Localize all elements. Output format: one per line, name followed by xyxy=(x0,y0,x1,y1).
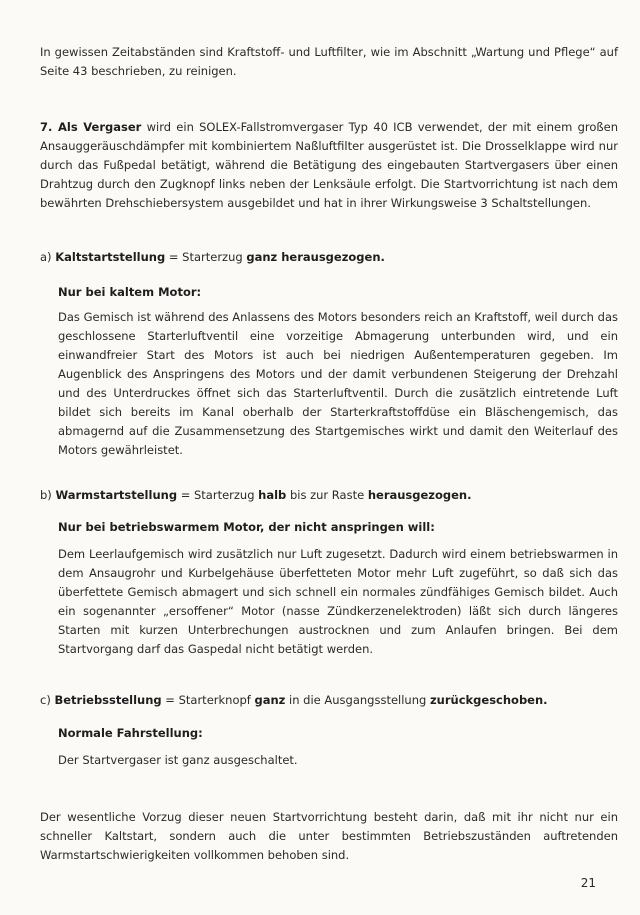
item-c-term: Betriebsstellung xyxy=(54,693,162,707)
section-7-paragraph xyxy=(40,118,618,213)
section-7-text: wird ein SOLEX-Fallstromvergaser Typ 40 ICB verwendet, der mit einem großen Ansauggeräuschdämpfer mit kombiniertem Naßluftfilter ausgerüstet ist. Die Drosselklappe wird nur durch das Fußpedal betätigt, während die Betätigung des eingebauten Startvergasers über einen Drahtzug durch den Zugknopf links neben der Lenksäule erfolgt. Die Startvorrichtung ist nach dem bewährten Drehschiebersystem ausgebildet und hat in ihrer Wirkungsweise 3 Schaltstellungen. xyxy=(40,120,618,210)
item-a-term: Kaltstartstellung xyxy=(55,250,166,264)
item-b-line: b) Warmstartstellung = Starterzug halb bis zur Raste herausgezogen. xyxy=(40,488,472,502)
section-7-heading: 7. Als Vergaser xyxy=(40,120,142,134)
item-a-subheading: Nur bei kaltem Motor: xyxy=(58,285,202,299)
item-c-line: c) Betriebsstellung = Starterknopf ganz in die Ausgangsstellung zurückgeschoben. xyxy=(40,693,548,707)
item-a-line: a) Kaltstartstellung = Starterzug ganz herausgezogen. xyxy=(40,250,385,264)
intro-paragraph: In gewissen Zeitabständen sind Kraftstoff- und Luftfilter, wie im Abschnitt „Wartung und Pflege“ auf Seite 43 beschrieben, zu reinigen. xyxy=(40,45,618,78)
page-number: 21 xyxy=(580,876,596,890)
closing-paragraph: Der wesentliche Vorzug dieser neuen Startvorrichtung besteht darin, daß mit ihr nicht nur ein schneller Kaltstart, sondern auch die unter bestimmten Betriebszuständen auftretenden Warmstartschwierigkeiten vollkommen behoben sind. xyxy=(40,810,618,862)
item-c-body: Der Startvergaser ist ganz ausgeschaltet. xyxy=(58,753,298,767)
item-a-body: Das Gemisch ist während des Anlassens des Motors besonders reich an Kraftstoff, weil durch das geschlossene Starterluftventil eine vorzeitige Abmagerung unterbunden wird, und ein einwandfreier Start des Motors ist auch bei niedrigen Außentemperaturen gegeben. Im Augenblick des Anspringens des Motors und der damit verbundenen Steigerung der Drehzahl und des Unterdruckes öffnet sich das Starterluftventil. Durch die zusätzlich eintretende Luft bildet sich bereits im Kanal oberhalb der Starterkraftstoffdüse ein Bläschengemisch, das abmagernd auf die Zusammensetzung des Startgemisches wirkt und damit den Weiterlauf des Motors gewährleistet. xyxy=(58,310,618,457)
item-c-subheading: Normale Fahrstellung: xyxy=(58,726,203,740)
item-b-body: Dem Leerlaufgemisch wird zusätzlich nur Luft zugesetzt. Dadurch wird einem betriebswarmen in dem Ansaugrohr und Kurbelgehäuse überfetteten Motor mehr Luft zugeführt, so daß sich das überfettete Gemisch abmagert und sich schnell ein normales zündfähiges Gemisch bildet. Auch ein sogenannter „ersoffener“ Motor (nasse Zündkerzenelektroden) läßt sich durch längeres Starten mit kurzen Unterbrechungen austrocknen und zum Anlaufen bringen. Bei dem Startvorgang darf das Gaspedal nicht betätigt werden. xyxy=(58,547,618,656)
item-b-term: Warmstartstellung xyxy=(55,488,178,502)
item-b-subheading: Nur bei betriebswarmem Motor, der nicht anspringen will: xyxy=(58,520,435,534)
